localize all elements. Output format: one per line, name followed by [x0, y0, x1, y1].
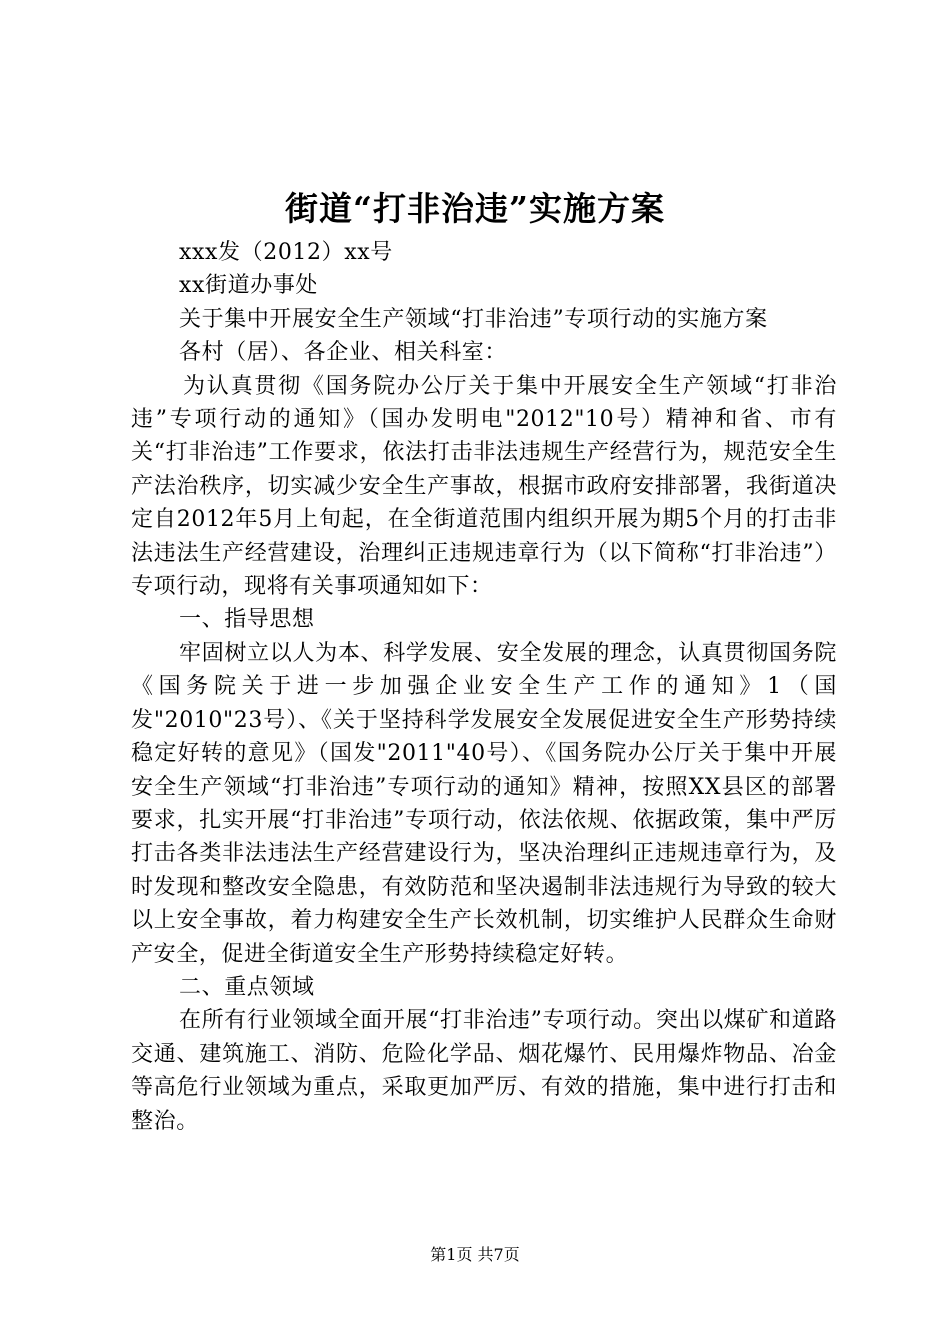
document-title: 街道“打非治违”实施方案 [285, 189, 665, 228]
section1-heading: 一、指导思想 [179, 607, 315, 633]
document-body [131, 236, 837, 1138]
page-footer: 第1页 共7页 [430, 1245, 520, 1264]
salutation: 各村（居）、各企业、相关科室： [179, 340, 508, 366]
section2-paragraph: 在所有行业领域全面开展“打非治违”专项行动。突出以煤矿和道路交通、建筑施工、消防、危险化学品、烟花爆竹、民用爆炸物品、冶金等高危行业领域为重点，采取更加严厉、有效的措施，集中进行打击和整治。 [131, 1008, 837, 1134]
intro-paragraph: 为认真贯彻《国务院办公厅关于集中开展安全生产领域“打非治违”专项行动的通知》（国办发明电"2012"10号）精神和省、市有关“打非治违”工作要求，依法打击非法违规生产经营行为，规范安全生产法治秩序，切实减少安全生产事故，根据市政府安排部署，我街道决定自2012年5月上旬起，在全街道范围内组织开展为期5个月的打击非法违法生产经营建设，治理纠正违规违章行为（以下简称“打非治违”）专项行动，现将有关事项通知如下： [131, 373, 837, 600]
subtitle: 关于集中开展安全生产领域“打非治违”专项行动的实施方案 [179, 306, 768, 332]
section1-paragraph: 牢固树立以人为本、科学发展、安全发展的理念，认真贯彻国务院《国务院关于进一步加强企业安全生产工作的通知》1（国发"2010"23号）、《关于坚持科学发展安全发展促进安全生产形势持续稳定好转的意见》（国发"2011"40号）、《国务院办公厅关于集中开展安全生产领域“打非治违”专项行动的通知》精神，按照XX县区的部署要求，扎实开展“打非治违”专项行动，依法依规、依据政策，集中严厉打击各类非法违法生产经营建设行为，坚决治理纠正违规违章行为，及时发现和整改安全隐患，有效防范和坚决遏制非法违规行为导致的较大以上安全事故，着力构建安全生产长效机制，切实维护人民群众生命财产安全，促进全街道安全生产形势持续稳定好转。 [131, 640, 837, 967]
doc-number: xxx发（2012）xx号 [179, 240, 393, 265]
section2-heading: 二、重点领域 [179, 974, 315, 1000]
issuer: xx街道办事处 [179, 273, 319, 299]
